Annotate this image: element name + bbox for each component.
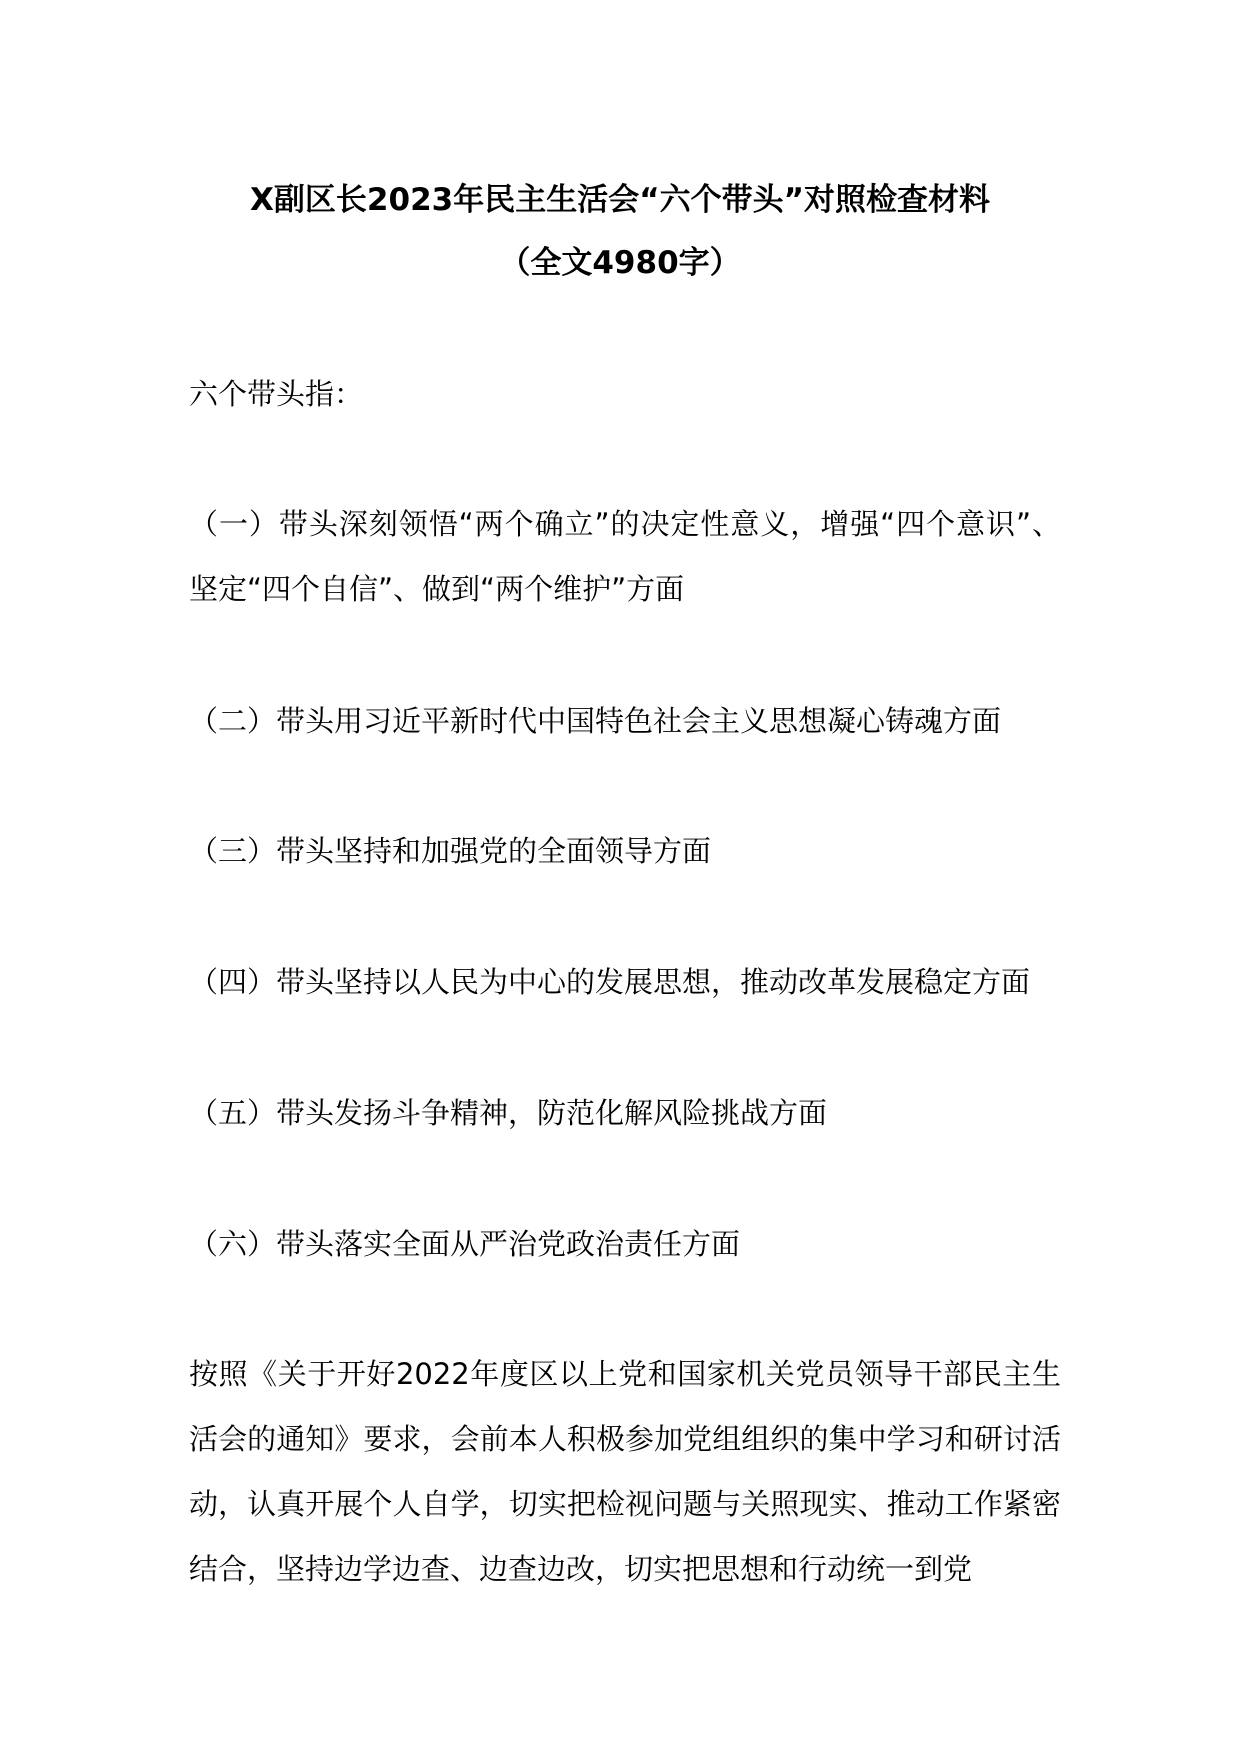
document-subtitle: （全文4980字） [499, 245, 741, 281]
list-item: （六）带头落实全面从严治党政治责任方面 [189, 1227, 741, 1261]
body-paragraph: 按照《关于开好2022年度区以上党和国家机关党员领导干部民主生活会的通知》要求，会前本人积极参加党组组织的集中学习和研讨活动，认真开展个人自学，切实把检视问题与关照现实、推动工作紧密结合，坚持边学边查、边查边改，切实把思想和行动统一到党 [189, 1357, 1061, 1586]
list-item: （三）带头坚持和加强党的全面领导方面 [189, 834, 712, 868]
list-item: （五）带头发扬斗争精神，防范化解风险挑战方面 [189, 1096, 828, 1130]
intro-text: 六个带头指： [189, 377, 364, 411]
document-title: X副区长2023年民主生活会“六个带头”对照检查材料 [250, 182, 990, 218]
list-item: （四）带头坚持以人民为中心的发展思想，推动改革发展稳定方面 [189, 965, 1031, 999]
list-item: （二）带头用习近平新时代中国特色社会主义思想凝心铸魂方面 [189, 704, 1002, 738]
list-item: （一）带头深刻领悟“两个确立”的决定性意义，增强“四个意识”、坚定“四个自信”、做到“两个维护”方面 [189, 507, 1061, 606]
